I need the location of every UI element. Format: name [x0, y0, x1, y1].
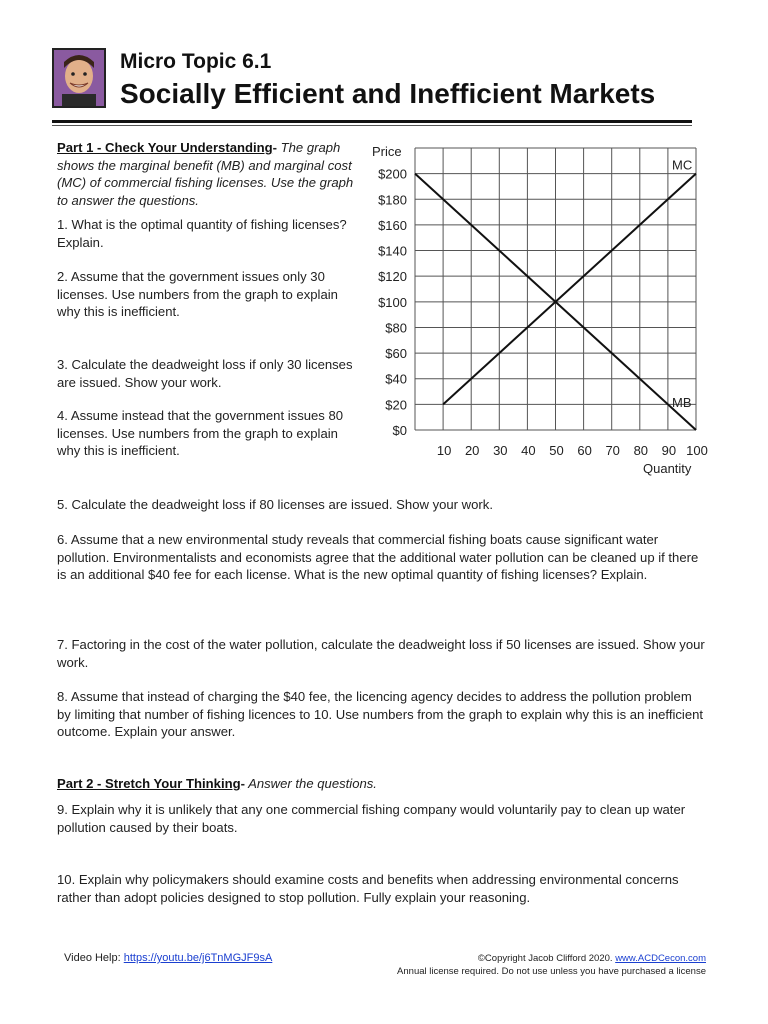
x-tick-label: 60: [577, 443, 592, 458]
question-9: 9. Explain why it is unlikely that any one commercial fishing company would voluntarily pay to clean up water pollution caused by their boats.: [57, 802, 686, 835]
header-divider: [52, 120, 692, 123]
series-label-mc: MC: [672, 157, 693, 173]
part1-heading: Part 1 - Check Your Understanding: [57, 140, 273, 155]
header: [50, 46, 695, 126]
y-tick-label: $20: [385, 397, 407, 413]
x-tick-label: 30: [493, 443, 508, 458]
y-tick-label: $200: [378, 166, 407, 182]
y-tick-label: $40: [385, 371, 407, 387]
x-axis-label: Quantity: [643, 461, 692, 476]
x-tick-label: 40: [521, 443, 536, 458]
y-tick-label: $180: [378, 192, 407, 208]
header-divider-thin: [52, 125, 692, 126]
x-tick-label: 10: [436, 443, 452, 458]
site-link[interactable]: www.ACDCecon.com: [615, 953, 706, 964]
x-tick-label: 80: [633, 443, 649, 458]
part1-intro: [57, 139, 357, 209]
part2-dash: -: [240, 776, 245, 791]
x-tick-label: 20: [464, 443, 480, 458]
question-6: 6. Assume that a new environmental study reveals that commercial fishing boats cause significant water pollution. Environmentalists and economists agree that the additional water pollution can be cleaned up if there is an additional $40 fee for each license. What is the new optimal quantity of fishing licenses? Explain.: [57, 532, 699, 582]
copyright-text: ©Copyright Jacob Clifford 2020.: [477, 953, 616, 964]
copyright-block: [397, 952, 706, 978]
license-note: Annual license required. Do not use unless you have purchased a license: [397, 966, 706, 977]
x-tick-label: 100: [686, 443, 708, 458]
y-tick-label: $0: [392, 423, 407, 438]
y-tick-label: $80: [385, 320, 407, 336]
x-tick-label: 50: [549, 443, 564, 458]
series-label-mb: MB: [672, 395, 692, 410]
video-help-link[interactable]: https://youtu.be/j6TnMGJF9sA: [123, 952, 273, 964]
page-title: Socially Efficient and Inefficient Markets: [120, 78, 656, 109]
question-7: 7. Factoring in the cost of the water pollution, calculate the deadweight loss if 50 licenses are issued. Show your work.: [57, 637, 705, 670]
part1-dash: -: [272, 140, 277, 155]
question-3: 3. Calculate the deadweight loss if only 30 licenses are issued. Show your work.: [57, 357, 353, 390]
y-tick-label: $140: [378, 243, 407, 259]
part1-instructions: The graph shows the marginal benefit (MB) and marginal cost (MC) of commercial fishing licenses. Use the graph to answer the questions.: [57, 140, 354, 208]
chart-grid: [415, 148, 696, 430]
x-tick-label: 70: [605, 443, 620, 458]
series-line-mc: [443, 174, 696, 405]
topic-label: Micro Topic 6.1: [120, 50, 272, 73]
x-tick-label: 90: [661, 443, 677, 458]
author-avatar: [52, 48, 106, 108]
y-tick-label: $120: [378, 269, 407, 285]
mb-mc-chart: [362, 140, 712, 485]
video-help-label: Video Help:: [64, 952, 124, 964]
video-help: [64, 952, 272, 964]
y-axis-label: Price: [372, 144, 402, 159]
part2-heading: Part 2 - Stretch Your Thinking: [57, 776, 241, 791]
question-2: 2. Assume that the government issues only 30 licenses. Use numbers from the graph to explain why this is inefficient.: [57, 269, 338, 319]
question-5: 5. Calculate the deadweight loss if 80 licenses are issued. Show your work.: [57, 497, 493, 512]
part2-instructions: Answer the questions.: [244, 776, 377, 791]
y-tick-label: $100: [378, 294, 407, 310]
y-tick-label: $160: [378, 217, 407, 233]
part2-intro: [57, 775, 707, 793]
y-tick-label: $60: [385, 346, 407, 362]
question-8: 8. Assume that instead of charging the $40 fee, the licencing agency decides to address the pollution problem by limiting that number of fishing licences to 10. Use numbers from the graph to explain why this is an inefficient outcome. Explain your answer.: [57, 689, 704, 739]
question-4: 4. Assume instead that the government issues 80 licenses. Use numbers from the graph to explain why this is inefficient.: [57, 408, 344, 458]
question-1: 1. What is the optimal quantity of fishing licenses? Explain.: [57, 217, 347, 250]
question-10: 10. Explain why policymakers should examine costs and benefits when addressing environmental concerns rather than adopt policies designed to stop pollution. Fully explain your reasoning.: [57, 872, 679, 905]
